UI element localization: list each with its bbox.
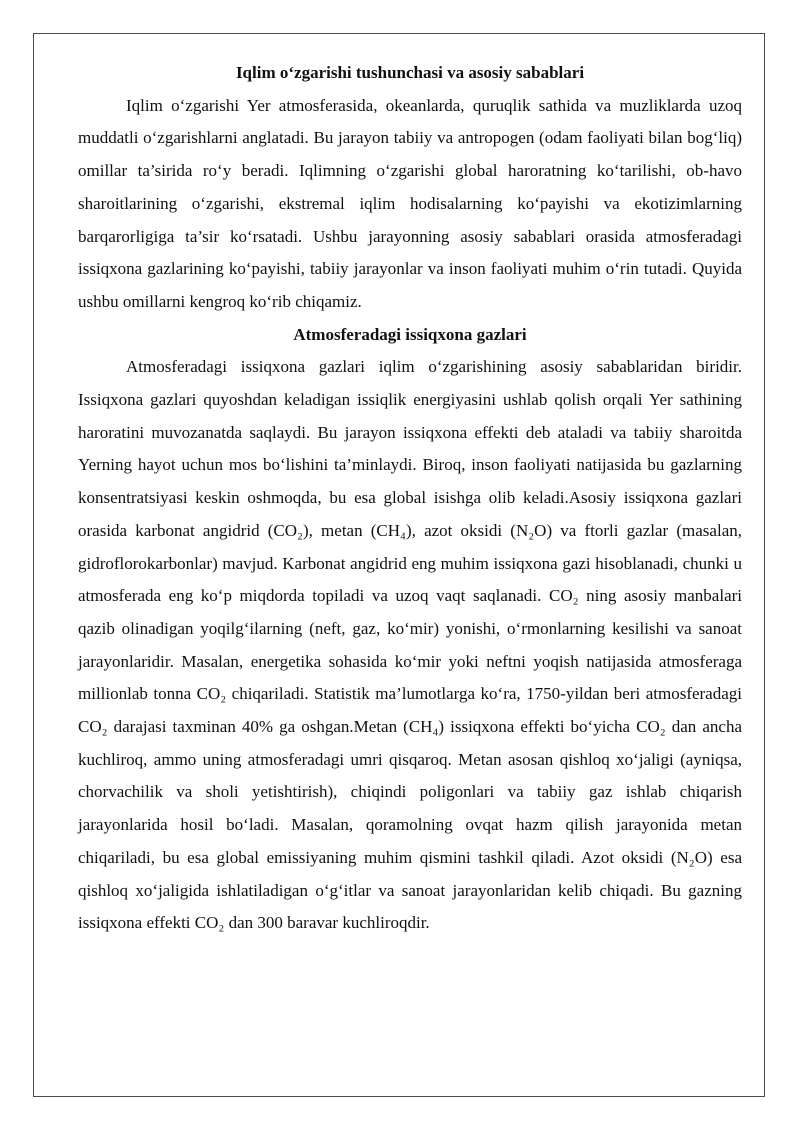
document-title: Iqlim o‘zgarishi tushunchasi va asosiy sabablari — [235, 63, 585, 82]
section-heading: Atmosferadagi issiqxona gazlari — [293, 324, 527, 344]
section-paragraph: Atmosferadagi issiqxona gazlari iqlim o‘zgarishining asosiy sabablaridan biridir. Issiqxona gazlari quyoshdan keladigan issiqlik energiyasini ushlab qolish orqali Yer sathining haroratini muvozanatda saqlaydi. Bu jarayon issiqxona effekti deb ataladi va tabiiy sharoitda Yerning hayot uchun mos bo‘lishini ta’minlaydi. Biroq, inson faoliyati natijasida bu gazlarning konsentratsiyasi keskin oshmoqda, bu esa global isishga olib keladi.Asosiy issiqxona gazlari orasida karbonat angidrid (CO₂), metan (CH₄), azot oksidi (N₂O) va ftorli gazlar (masalan, gidroflorokarbonlar) mavjud. Karbonat angidrid eng muhim issiqxona gazi hisoblanadi, chunki u atmosferada eng ko‘p miqdorda topiladi va uzoq vaqt saqlanadi. CO₂ ning asosiy manbalari qazib olinadigan yoqilg‘ilarning (neft, gaz, ko‘mir) yonishi, o‘rmonlarning kesilishi va sanoat jarayonlaridir. Masalan, energetika sohasida ko‘mir yoki neftni yoqish natijasida atmosferaga millionlab tonna CO₂ chiqariladi. Statistik ma’lumotlarga ko‘ra, 1750-yildan beri atmosferadagi CO₂ darajasi taxminan 40% ga oshgan.Metan (CH₄) issiqxona effekti bo‘yicha CO₂ dan ancha kuchliroq, ammo uning atmosferadagi umri qisqaroq. Metan asosan qishloq xo‘jaligi (ayniqsa, chorvachilik va sholi yetishtirish), chiqindi poligonlari va tabiiy gaz ishlab chiqarish jarayonlarida hosil bo‘ladi. Masalan, qoramolning ovqat hazm qilish jarayonida metan chiqariladi, bu esa global emissiyaning muhim qismini tashkil qiladi. Azot oksidi (N₂O) esa qishloq xo‘jaligida ishlatiladigan o‘g‘itlar va sanoat jarayonlaridan kelib chiqadi. Bu gazning issiqxona effekti CO₂ dan 300 baravar kuchliroqdir. — [78, 357, 742, 933]
document-body — [78, 63, 742, 940]
intro-paragraph: Iqlim o‘zgarishi Yer atmosferasida, okeanlarda, quruqlik sathida va muzliklarda uzoq muddatli o‘zgarishlarni anglatadi. Bu jarayon tabiiy va antropogen (odam faoliyati bilan bog‘liq) omillar ta’sirida ro‘y beradi. Iqlimning o‘zgarishi global haroratning ko‘tarilishi, ob-havo sharoitlarining o‘zgarishi, ekstremal iqlim hodisalarning ko‘payishi va ekotizimlarning barqarorligiga ta’sir ko‘rsatadi. Ushbu jarayonning asosiy sabablari orasida atmosferadagi issiqxona gazlarining ko‘payishi, tabiiy jarayonlar va inson faoliyati muhim o‘rin tutadi. Quyida ushbu omillarni kengroq ko‘rib chiqamiz. — [78, 95, 742, 311]
